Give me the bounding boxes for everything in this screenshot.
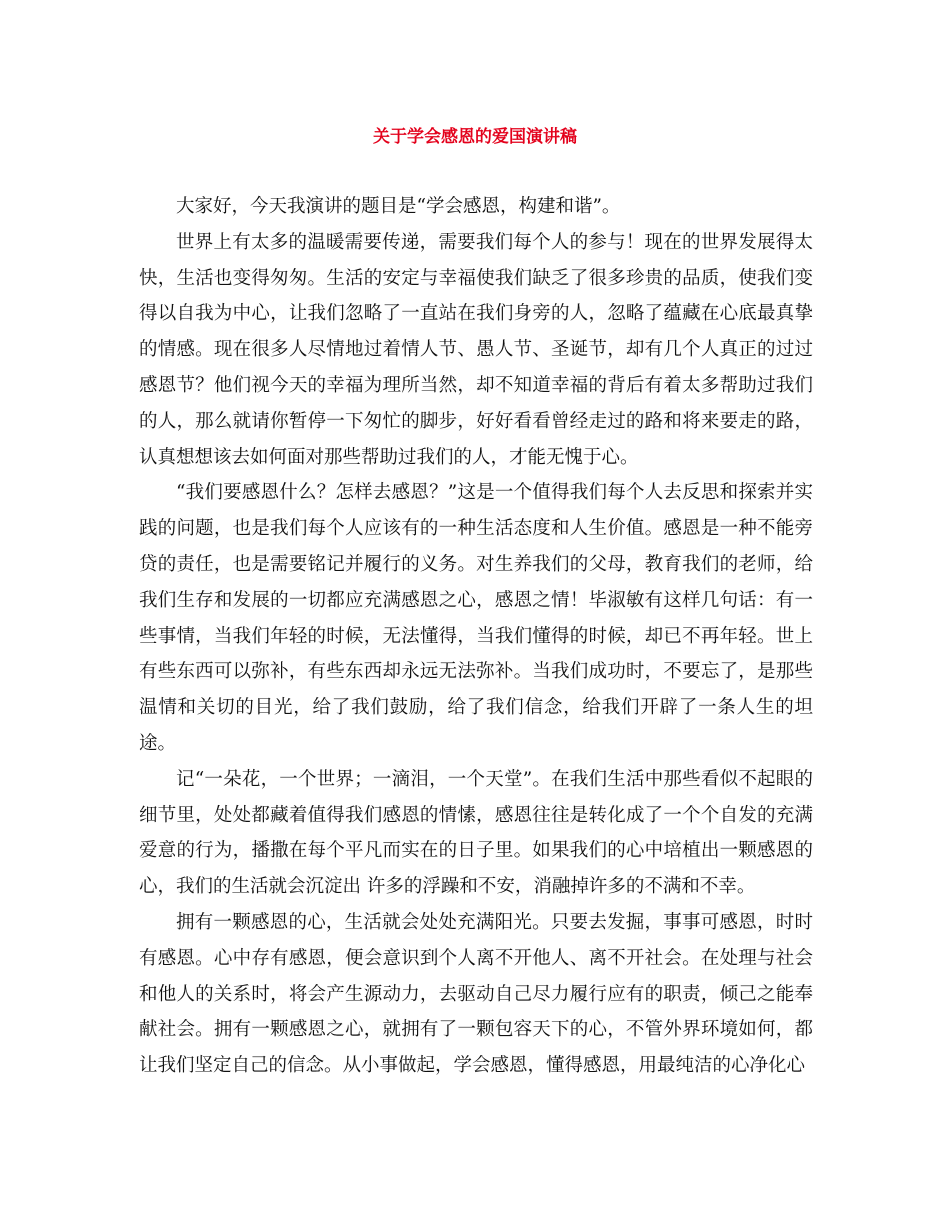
paragraph-warmth: 世界上有太多的温暖需要传递，需要我们每个人的参与！现在的世界发展得太快，生活也变得匆匆。生活的安定与幸福使我们缺乏了很多珍贵的品质，使我们变得以自我为中心，让我们忽略了一直站在我们身旁的人，忽略了蕴藏在心底最真挚的情感。现在很多人尽情地过着情人节、愚人节、圣诞节，却有几个人真正的过过感恩节？他们视今天的幸福为理所当然，却不知道幸福的背后有着太多帮助过我们的人，那么就请你暂停一下匆忙的脚步，好好看看曾经走过的路和将来要走的路，认真想想该去如何面对那些帮助过我们的人，才能无愧于心。 xyxy=(139,231,813,468)
paragraph-one-flower: 记“一朵花，一个世界；一滴泪，一个天堂”。在我们生活中那些看似不起眼的细节里，处处都藏着值得我们感恩的情愫，感恩往往是转化成了一个个自发的充满爱意的行为，播撒在每个平凡而实在的日子里。如果我们的心中培植出一颗感恩的心，我们的生活就会沉淀出 许多的浮躁和不安，消融掉许多的不满和不幸。 xyxy=(139,768,813,898)
paragraph-grateful-heart: 拥有一颗感恩的心，生活就会处处充满阳光。只要去发掘，事事可感恩，时时有感恩。心中存有感恩，便会意识到个人离不开他人、离不开社会。在处理与社会和他人的关系时，将会产生源动力，去驱动自己尽力履行应有的职责，倾己之能奉献社会。拥有一颗感恩之心，就拥有了一颗包容天下的心，不管外界环境如何，都让我们坚定自己的信念。从小事做起，学会感恩，懂得感恩，用最纯洁的心净化心 xyxy=(139,911,813,1077)
paragraph-what-to-thank: “我们要感恩什么？怎样去感恩？”这是一个值得我们每个人去反思和探索并实践的问题，也是我们每个人应该有的一种生活态度和人生价值。感恩是一种不能旁贷的责任，也是需要铭记并履行的义务。对生养我们的父母，教育我们的老师，给我们生存和发展的一切都应充满感恩之心，感恩之情！毕淑敏有这样几句话：有一些事情，当我们年轻的时候，无法懂得，当我们懂得的时候，却已不再年轻。世上有些东西可以弥补，有些东西却永远无法弥补。当我们成功时，不要忘了，是那些温情和关切的目光，给了我们鼓励，给了我们信念，给我们开辟了一条人生的坦途。 xyxy=(139,482,813,754)
paragraph-greeting: 大家好，今天我演讲的题目是“学会感恩，构建和谐”。 xyxy=(176,196,621,217)
document-title: 关于学会感恩的爱国演讲稿 xyxy=(373,127,577,147)
document-body xyxy=(139,189,813,1084)
